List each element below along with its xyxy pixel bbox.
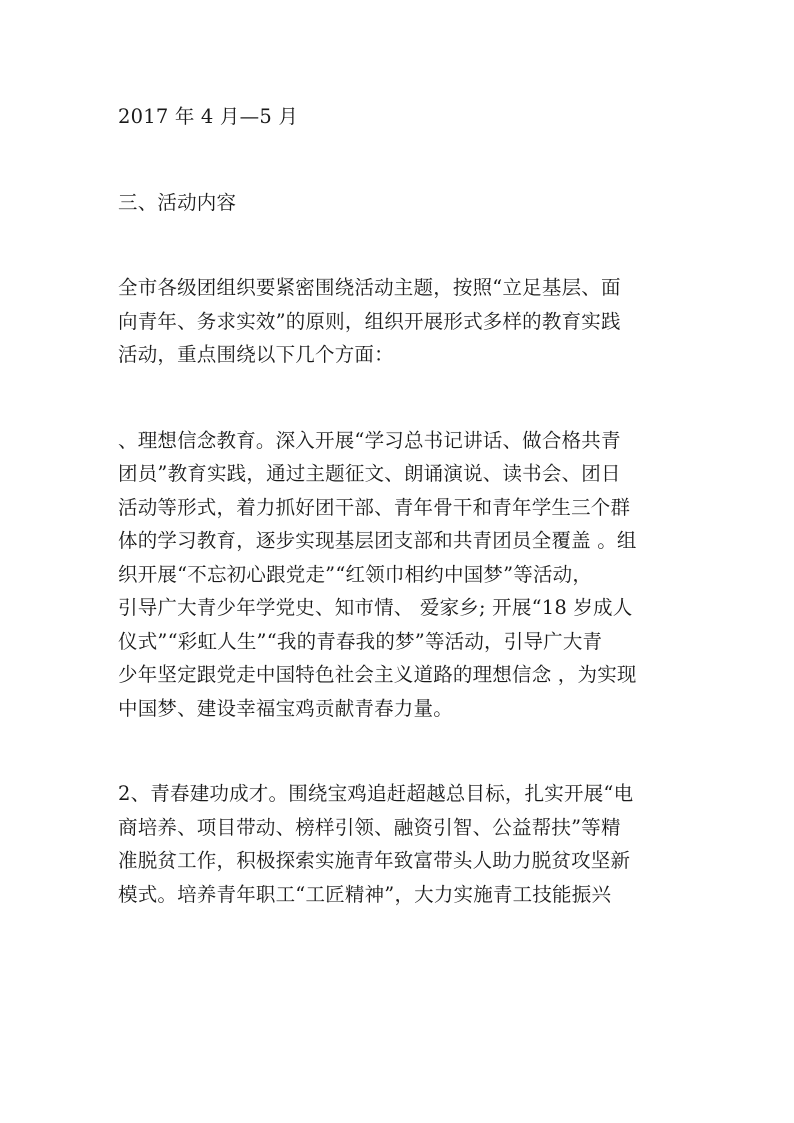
text-line: 2、青春建功成才。围绕宝鸡追赶超越总目标，扎实开展“电 [118, 782, 634, 805]
text-line: 2017 年 4 月—5 月 [118, 105, 299, 128]
text-line: 向青年、务求实效”的原则，组织开展形式多样的教育实践 [118, 309, 621, 333]
item1-paragraph [118, 424, 678, 726]
text-line: 、理想信念教育。深入开展“学习总书记讲话、做合格共青 [118, 428, 621, 452]
text-line: 仪式”“彩虹人生”“我的青春我的梦”等活动，引导广大青 [118, 629, 603, 653]
date-line [118, 100, 678, 134]
item2-paragraph [118, 777, 678, 911]
section-heading [118, 186, 678, 220]
text-line: 全市各级团组织要紧密围绕活动主题，按照“立足基层、面 [118, 276, 621, 299]
text-line: 引导广大青少年学党史、知市情、 爱家乡; 开展“18 岁成人 [118, 596, 633, 619]
text-line: 模式。培养青年职工“工匠精神”，大力实施青工技能振兴 [118, 882, 612, 906]
text-line: 商培养、项目带动、榜样引领、融资引智、公益帮扶”等精 [118, 815, 621, 839]
document-body [118, 100, 678, 963]
text-line: 少年坚定跟党走中国特色社会主义道路的理想信念 ，为实现 [118, 663, 637, 686]
text-line: 活动等形式，着力抓好团干部、青年骨干和青年学生三个群 [118, 495, 631, 519]
text-line: 团员”教育实践，通过主题征文、朗诵演说、读书会、团日 [118, 462, 621, 485]
text-line: 织开展“不忘初心跟党走”“红领巾相约中国梦”等活动， [118, 562, 593, 586]
text-line: 活动，重点围绕以下几个方面： [118, 343, 394, 366]
intro-paragraph [118, 271, 678, 372]
text-line: 中国梦、建设幸福宝鸡贡献青春力量。 [118, 696, 453, 720]
text-line: 体的学习教育，逐步实现基层团支部和共青团员全覆盖 。组 [118, 529, 637, 552]
text-line: 三、活动内容 [118, 190, 237, 214]
text-line: 准脱贫工作，积极探索实施青年致富带头人助力脱贫攻坚新 [118, 849, 631, 872]
